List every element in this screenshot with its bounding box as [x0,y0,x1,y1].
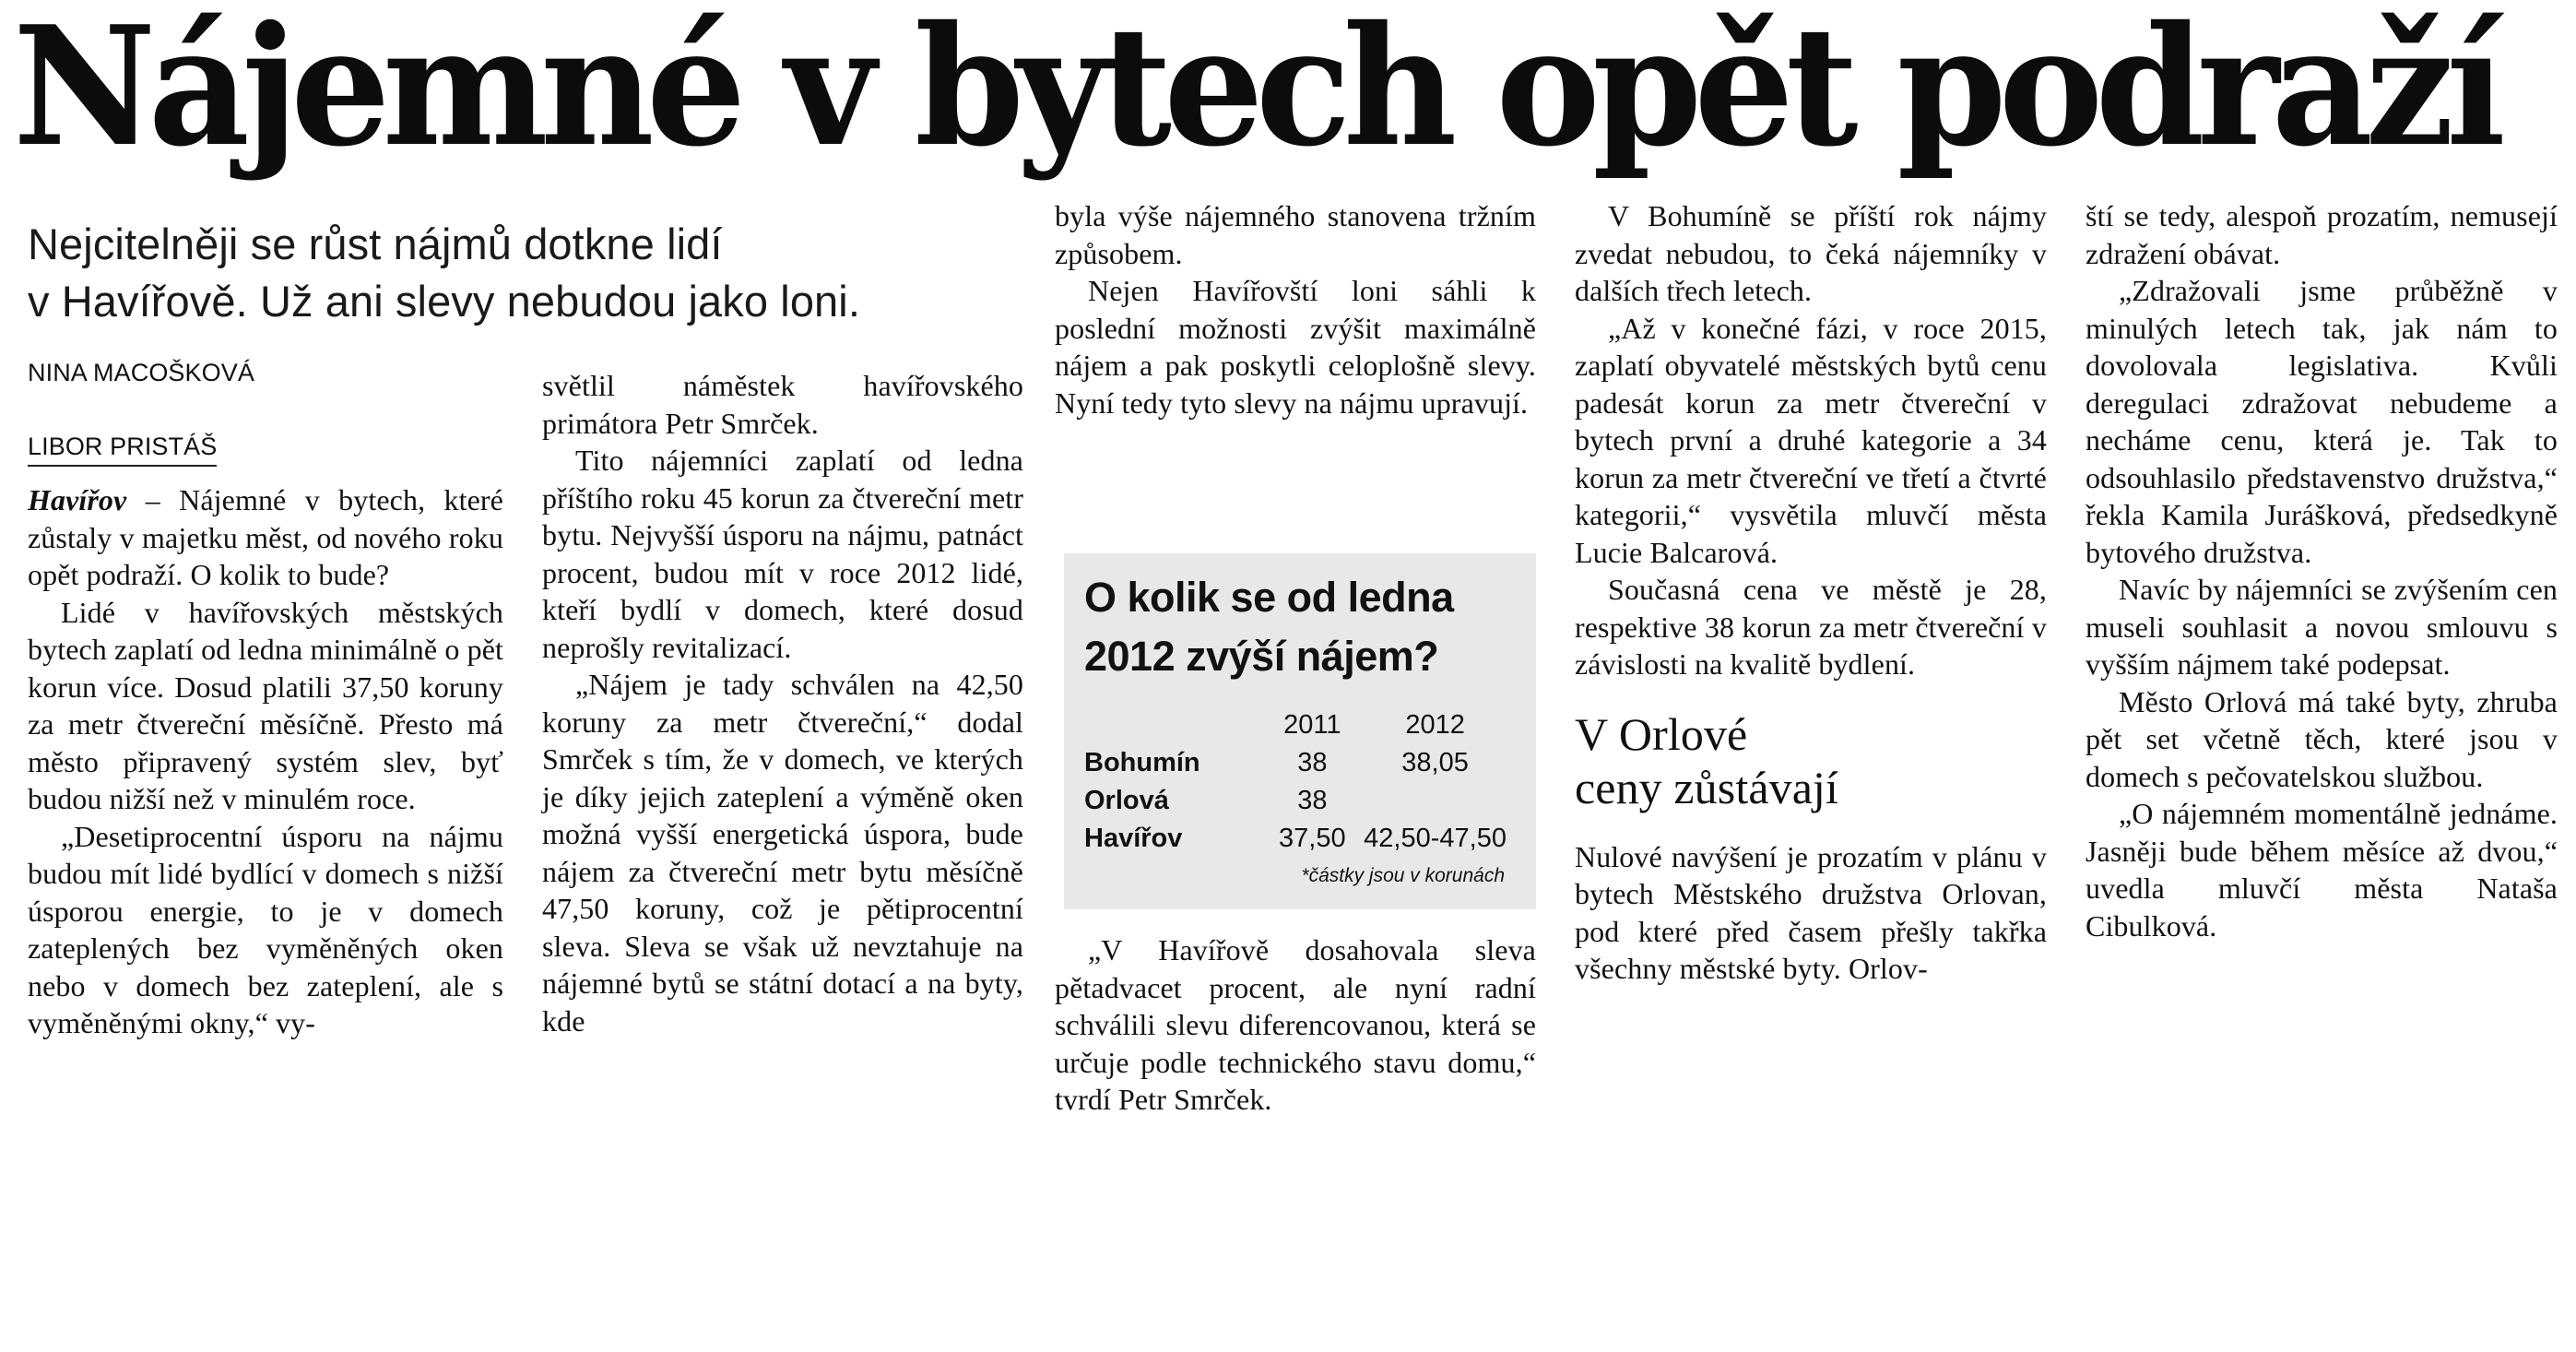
subheading-line-1: V Orlové [1575,707,1748,760]
value-2011: 38 [1297,786,1328,815]
dateline: Havířov [28,483,127,516]
paragraph: byla výše nájemného stanovena tržním způsobem. [1055,199,1536,270]
paragraph: „O nájemném momentálně jednáme. Jasněji bude během měsíce až dvou,“ uvedla mluvčí města Nataša Cibulková. [2086,797,2558,943]
infobox [1064,553,1536,909]
table-header-row [1084,706,1516,744]
rent-table [1084,706,1516,858]
column-4 [1575,197,2047,1182]
paragraph: „V Havířově dosahovala sleva pětadvacet procent, ale nyní radní schválili slevu diferencovanou, která se určuje podle technického stavu domu,“ tvrdí Petr Smrček. [1055,933,1536,1116]
deck-line-2: v Havířově. Už ani slevy nebudou jako loni. [28,277,860,326]
subheading-line-2: ceny zůstávají [1575,761,1838,813]
value-2012 [1364,782,1516,820]
value-2012: 42,50-47,50 [1364,824,1507,853]
paragraph: Město Orlová má také byty, zhruba pět set včetně těch, které jsou v domech s pečovatelskou službou. [2086,684,2558,793]
headline: Nájemné v bytech opět podraží [13,0,2499,183]
lead-text: – Nájemné v bytech, které zůstaly v majetku měst, od nového roku opět podraží. O kolik to bude? [28,483,503,591]
paragraph: „Nájem je tady schválen na 42,50 koruny za metr čtvereční,“ dodal Smrček s tím, že v domech, ve kterých je díky jejich zateplení a výměně oken možná vyšší energetická úspora, bude nájem za čtvereční metr bytu měsíčně 47,50 koruny, což je pětiprocentní sleva. Sleva se však už nevztahuje na nájemné bytů se státní dotací a na byty, kde [542,668,1023,1038]
paragraph: Nejen Havířovští loni sáhli k poslední možnosti zvýšit maximálně nájem a pak poskytli celoplošně slevy. Nyní tedy tyto slevy na nájmu upravují. [1055,274,1536,420]
column-3-top [1055,197,1536,548]
lead-paragraph [28,481,503,594]
paragraph: „Desetiprocentní úsporu na nájmu budou mít lidé bydlící v domech s nižší úsporou energie, to je v domech zateplených bez vyměněných oken nebo v domech bez zateplení, ale s vyměněnými okny,“ vy- [28,819,503,1039]
paragraph: „Zdražovali jsme průběžně v minulých letech tak, jak nám to dovolovala legislativa. Kvůli deregulaci zdražovat nebudeme a necháme cenu, která je. Tak to odsouhlasilo představenstvo družstva,“ řekla Kamila Jurášková, předsedkyně bytového družstva. [2086,274,2558,569]
deck-line-1: Nejcitelněji se růst nájmů dotkne lidí [28,219,723,268]
column-5 [2086,197,2558,1182]
column-3-bottom [1055,931,1536,1182]
infobox-title [1084,568,1516,686]
infobox-title-line-1: O kolik se od ledna [1084,574,1454,621]
author-1: NINA MACOŠKOVÁ [28,359,254,386]
value-2012: 38,05 [1401,748,1469,777]
subheading [1575,707,2047,814]
currency-note: *částky jsou v korunách [1301,865,1505,886]
paragraph: Lidé v havířovských městských bytech zaplatí od ledna minimálně o pět korun více. Dosud platili 37,50 koruny za metr čtvereční měsíčně. Přesto má město připravený systém slev, byť budou nižší než v minulém roce. [28,595,503,815]
paragraph: ští se tedy, alespoň prozatím, nemusejí zdražení obávat. [2086,199,2558,270]
deck [28,216,860,330]
value-2011: 38 [1297,748,1328,777]
table-row [1084,744,1516,782]
table-corner [1084,706,1270,744]
infobox-title-line-2: 2012 zvýší nájem? [1084,633,1439,680]
city-cell: Orlová [1084,786,1169,815]
paragraph: „Až v konečné fázi, v roce 2015, zaplatí obyvatelé městských bytů cenu padesát korun za metr čtvereční v bytech první a druhé kategorie a 34 korun za metr čtvereční ve třetí a čtvrté kategorii,“ vysvětila mluvčí města Lucie Balcarová. [1575,311,2047,569]
year-header: 2012 [1405,710,1465,740]
paragraph: Tito nájemníci zaplatí od ledna příštího roku 45 korun za čtvereční metr bytu. Nejvyšší úsporu na nájmu, patnáct procent, budou mít v roce 2012 lidé, kteří bydlí v domech, které dosud neprošly revitalizací. [542,444,1023,664]
paragraph: světlil náměstek havířovského primátora Petr Smrček. [542,369,1023,440]
year-header: 2011 [1283,710,1341,740]
value-2011: 37,50 [1279,824,1346,853]
city-cell: Bohumín [1084,748,1200,777]
author-2: LIBOR PRISTÁŠ [28,428,217,467]
paragraph: Současná cena ve městě je 28, respektive 38 korun za metr čtvereční v závislosti na kvalitě bydlení. [1575,573,2047,681]
city-cell: Havířov [1084,824,1183,853]
column-2 [542,367,1023,1352]
byline [28,354,503,467]
table-row [1084,820,1516,858]
paragraph: Navíc by nájemníci se zvýšením cen museli souhlasit a novou smlouvu s vyšším nájmem také podepsat. [2086,573,2558,681]
paragraph: Nulové navýšení je prozatím v plánu v bytech Městského družstva Orlovan, pod které před časem přešly takřka všechny městské byty. Orlov- [1575,839,2047,985]
paragraph: V Bohumíně se příští rok nájmy zvedat nebudou, to čeká nájemníky v dalších třech letech. [1575,199,2047,307]
table-row [1084,782,1516,820]
